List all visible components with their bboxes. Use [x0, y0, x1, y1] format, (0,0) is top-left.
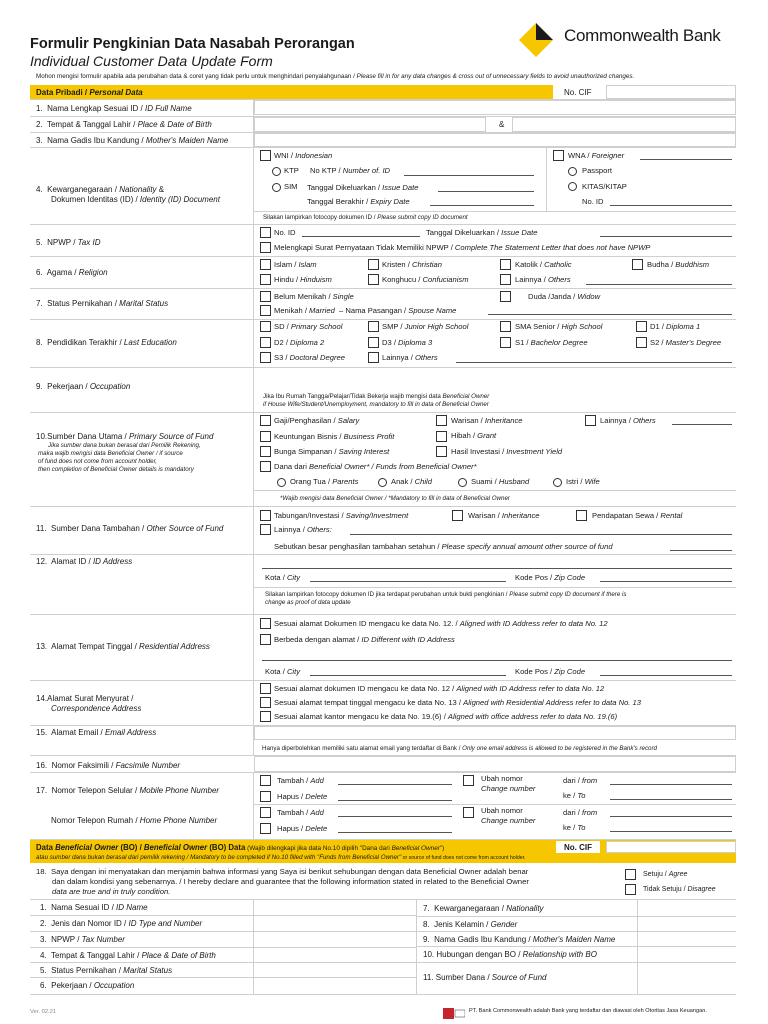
sim-label: SIM [284, 182, 298, 191]
other-savings-label: Tabungan/Investasi / Saving/Investment [274, 511, 409, 520]
row9-label: 9. Pekerjaan / Occupation [36, 382, 131, 391]
id-copy-note: Silakan lampirkan fotocopy dokumen ID / Please submit copy ID document [263, 214, 468, 221]
personal-data-title: Data Pribadi / Personal Data [36, 88, 143, 97]
mobile-delete-checkbox[interactable] [260, 791, 271, 802]
edu-d2-label: D2 / Diploma 2 [274, 338, 325, 347]
religion-hindu-checkbox[interactable] [260, 274, 271, 285]
id-address-note-2: change as proof of data update [265, 599, 351, 606]
fund-grant-checkbox[interactable] [436, 431, 447, 442]
edu-s3-checkbox[interactable] [260, 352, 271, 363]
row10-label: 10.Sumber Dana Utama / Primary Source of Fund [36, 432, 214, 441]
wna-checkbox[interactable] [553, 150, 564, 161]
no-npwp-checkbox[interactable] [260, 242, 271, 253]
res-zip-label: Kode Pos / Zip Code [515, 667, 586, 676]
religion-confucianism-checkbox[interactable] [368, 274, 379, 285]
row14-label: 14.Alamat Surat Menyurat / [36, 694, 134, 703]
cif-label: No. CIF [564, 88, 592, 97]
fund-bo-label: Dana dari Beneficial Owner* / Funds from Beneficial Owner* [274, 462, 477, 471]
legal-text: PT. Bank Commonwealth adalah Bank yang terdaftar dan diawasi oleh Otoritas Jasa Keuangan. [469, 1008, 707, 1014]
edu-smp-checkbox[interactable] [368, 321, 379, 332]
row14-label-2: Correspondence Address [51, 704, 142, 713]
occupation-note-1: Jika Ibu Rumah Tangga/Pelajar/Tidak Bekerja wajib mengisi data Beneficial Owner [263, 393, 490, 400]
row2-label: 2. Tempat & Tanggal Lahir / Place & Date of Birth [36, 120, 212, 129]
mobile-add-checkbox[interactable] [260, 775, 271, 786]
bo-right-row7: 7. Kewarganegaraan / Nationality [423, 904, 544, 913]
bo-child-radio[interactable] [378, 478, 387, 487]
email-note: Hanya diperbolehkan memiliki satu alamat email yang terdaftar di Bank / Only one email address is allowed to be registered in the Bank's record [262, 745, 657, 752]
row5-label: 5. NPWP / Tax ID [36, 238, 101, 247]
bo-child-label: Anak / Child [391, 477, 432, 486]
bo-cif-label: No. CIF [564, 843, 592, 852]
row16-label: 16. Nomor Faksimili / Facsimile Number [36, 761, 181, 770]
bo-right-row11: 11. Sumber Dana / Source of Fund [423, 973, 547, 982]
mother-maiden-name-input[interactable] [254, 133, 736, 147]
bank-logo [518, 22, 554, 58]
corr-res-label: Sesuai alamat tempat tinggal mengacu ke data No. 13 / Aligned with Residential Address refer to data No. 13 [274, 698, 641, 707]
single-checkbox[interactable] [260, 291, 271, 302]
religion-confucianism-label: Konghucu / Confucianism [382, 275, 469, 284]
fund-grant-label: Hibah / Grant [451, 431, 497, 440]
bo-disagree-label: Tidak Setuju / Disagree [643, 886, 716, 893]
edu-others-label: Lainnya / Others [382, 353, 438, 362]
fund-bo-checkbox[interactable] [260, 461, 271, 472]
home-add-label: Tambah / Add [277, 808, 324, 817]
religion-islam-label: Islam / Islam [274, 260, 317, 269]
bo-disagree-checkbox[interactable] [625, 884, 636, 895]
married-checkbox[interactable] [260, 305, 271, 316]
edu-sd-label: SD / Primary School [274, 322, 343, 331]
bo-agree-checkbox[interactable] [625, 869, 636, 880]
corr-office-label: Sesuai alamat kantor mengacu ke data No. 19.(6) / Aligned with office address refer to data No. 19.(6) [274, 712, 618, 721]
row4-label: 4. Kewarganegaraan / Nationality & [36, 185, 165, 194]
other-inheritance-label: Warisan / Inheritance [468, 511, 540, 520]
edu-d2-checkbox[interactable] [260, 337, 271, 348]
row3-label: 3. Nama Gadis Ibu Kandung / Mother's Maiden Name [36, 136, 229, 145]
edu-d1-checkbox[interactable] [636, 321, 647, 332]
ktp-label: KTP [284, 166, 299, 175]
res-same-checkbox[interactable] [260, 618, 271, 629]
ojk-logo [443, 1006, 465, 1017]
amp-label: & [499, 120, 505, 129]
fund-inheritance-checkbox[interactable] [436, 415, 447, 426]
wna-label: WNA / Foreigner [568, 151, 625, 160]
edu-sma-label: SMA Senior / High School [515, 322, 603, 331]
ojk-logo-icon [443, 1008, 465, 1019]
birth-date-input[interactable] [512, 117, 736, 132]
edu-s2-checkbox[interactable] [636, 337, 647, 348]
version-text: Ver. 02.21 [30, 1009, 57, 1015]
home-change-label-en: Change number [481, 816, 536, 825]
form-title: Formulir Pengkinian Data Nasabah Perorangan [30, 36, 355, 52]
other-others-label: Lainnya / Others: [274, 525, 332, 534]
res-diff-label: Berbeda dengan alamat / ID Different with ID Address [274, 635, 455, 644]
row11-label: 11. Sumber Dana Tambahan / Other Source of Fund [36, 524, 224, 533]
edu-sma-checkbox[interactable] [500, 321, 511, 332]
bo-right-row8: 8. Jenis Kelamin / Gender [423, 920, 518, 929]
bo-mandatory-note: *Wajib mengisi data Beneficial Owner / *Mandatory to fill in data of Beneficial Owner [280, 495, 510, 502]
mobile-change-checkbox[interactable] [463, 775, 474, 786]
row17-label: 17. Nomor Telepon Selular / Mobile Phone Number [36, 786, 220, 795]
bo-cif-input[interactable] [606, 841, 736, 853]
mobile-change-label-en: Change number [481, 784, 536, 793]
bo-agree-label: Setuju / Agree [643, 871, 688, 878]
married-label: Menikah / Married – Nama Pasangan / Spouse Name [274, 306, 457, 315]
religion-islam-checkbox[interactable] [260, 259, 271, 270]
edu-sd-checkbox[interactable] [260, 321, 271, 332]
bo-left-row2: 2. Jenis dan Nomor ID / ID Type and Number [40, 919, 203, 928]
fund-others-checkbox[interactable] [585, 415, 596, 426]
mobile-add-label: Tambah / Add [277, 776, 324, 785]
sim-radio[interactable] [272, 183, 281, 192]
fund-salary-label: Gaji/Penghasilan / Salary [274, 416, 360, 425]
religion-others-checkbox[interactable] [500, 274, 511, 285]
wni-checkbox[interactable] [260, 150, 271, 161]
edu-s1-label: S1 / Bachelor Degree [515, 338, 588, 347]
corr-id-label: Sesuai alamat dokumen ID mengacu ke data No. 12 / Aligned with ID Address refer to data No. 12 [274, 684, 605, 693]
issue-date-label: Tanggal Dikeluarkan / Issue Date [307, 183, 419, 192]
mobile-from-label: dari / from [563, 776, 598, 785]
bo-parents-radio[interactable] [277, 478, 286, 487]
edu-d1-label: D1 / Diploma 1 [650, 322, 701, 331]
fund-interest-label: Bunga Simpanan / Saving Interest [274, 447, 390, 456]
diamond-logo-icon [518, 22, 554, 58]
row6-label: 6. Agama / Religion [36, 268, 108, 277]
bo-wife-label: Istri / Wife [566, 477, 600, 486]
res-city-label: Kota / City [265, 667, 301, 676]
bo-parents-label: Orang Tua / Parents [290, 477, 359, 486]
id-address-note-1: Silakan lampirkan fotocopy dokumen ID jika terdapat perubahan untuk bukti pengkinian / Please submit copy ID document if there is [265, 591, 627, 598]
res-same-label: Sesuai alamat Dokumen ID mengacu ke data No. 12. / Aligned with ID Address refer to data No. 12 [274, 619, 608, 628]
row7-label: 7. Status Pernikahan / Marital Status [36, 299, 169, 308]
fund-business-checkbox[interactable] [260, 431, 271, 442]
row13-label: 13. Alamat Tempat Tinggal / Residential Address [36, 642, 210, 651]
form-subtitle: Individual Customer Data Update Form [30, 53, 273, 69]
home-change-label: Ubah nomor [481, 806, 523, 815]
corr-res-checkbox[interactable] [260, 697, 271, 708]
row10-sub3: of fund does not come from account holder, [38, 458, 158, 465]
no-ktp-label: No KTP / Number of. ID [310, 166, 391, 175]
fund-business-label: Keuntungan Bisnis / Business Profit [274, 432, 395, 441]
other-rental-checkbox[interactable] [576, 510, 587, 521]
row10-sub4: then completion of Beneficial Owner details is mandatory [38, 466, 194, 473]
fund-investment-label: Hasil Investasi / Investment Yield [451, 447, 563, 456]
edu-smp-label: SMP / Junior High School [382, 322, 469, 331]
no-id-label: No. ID [582, 197, 604, 206]
passport-label: Passport [582, 166, 612, 175]
home-phone-label: Nomor Telepon Rumah / Home Phone Number [51, 816, 218, 825]
religion-christian-label: Kristen / Christian [382, 260, 442, 269]
birth-place-input[interactable] [254, 117, 486, 132]
no-npwp-label: Melengkapi Surat Pernyataan Tidak Memiliki NPWP / Complete The Statement Letter that does not have NPWP [274, 243, 651, 252]
bank-name: Commonwealth Bank [564, 26, 721, 45]
mobile-change-label: Ubah nomor [481, 774, 523, 783]
row1-label: 1. Nama Lengkap Sesuai ID / ID Full Name [36, 104, 192, 113]
fund-salary-checkbox[interactable] [260, 415, 271, 426]
instruction-text: Mohon mengisi formulir apabila ada perubahan data & coret yang tidak perlu untuk menghindari penyalahgunaan / Please fill in for any data changes & cross out of unnecessary fields to avoid unauthorized changes. [36, 73, 635, 80]
widow-checkbox[interactable] [500, 291, 511, 302]
fund-others-label: Lainnya / Others [600, 416, 656, 425]
bo-left-row4: 4. Tempat & Tanggal Lahir / Place & Date of Birth [40, 951, 216, 960]
home-delete-label: Hapus / Delete [277, 824, 328, 833]
home-from-label: dari / from [563, 808, 598, 817]
edu-s3-label: S3 / Doctoral Degree [274, 353, 345, 362]
bo-right-row9: 9. Nama Gadis Ibu Kandung / Mother's Maiden Name [423, 935, 616, 944]
email-input[interactable] [254, 726, 736, 740]
npwp-checkbox[interactable] [260, 227, 271, 238]
religion-christian-checkbox[interactable] [368, 259, 379, 270]
bo-left-row6: 6. Pekerjaan / Occupation [40, 981, 135, 990]
bo-left-row1: 1. Nama Sesuai ID / ID Name [40, 903, 148, 912]
bo-wife-radio[interactable] [553, 478, 562, 487]
id-city-label: Kota / City [265, 573, 301, 582]
passport-radio[interactable] [568, 167, 577, 176]
expiry-date-label: Tanggal Berakhir / Expiry Date [307, 197, 410, 206]
religion-buddhism-checkbox[interactable] [632, 259, 643, 270]
fax-input[interactable] [254, 756, 736, 772]
home-add-checkbox[interactable] [260, 807, 271, 818]
edu-d3-label: D3 / Diploma 3 [382, 338, 433, 347]
kitas-label: KITAS/KITAP [582, 182, 627, 191]
bo-right-row10: 10. Hubungan dengan BO / Relationship with BO [423, 950, 597, 959]
other-inheritance-checkbox[interactable] [452, 510, 463, 521]
cif-input[interactable] [606, 85, 736, 99]
fund-interest-checkbox[interactable] [260, 446, 271, 457]
res-diff-checkbox[interactable] [260, 634, 271, 645]
religion-catholic-checkbox[interactable] [500, 259, 511, 270]
bo-section-title: Data Beneficial Owner (BO) / Beneficial Owner (BO) Data (Wajib dilengkapi jika data No.10 dipilih "Dana dari Beneficial Owner") [36, 843, 445, 852]
fund-investment-checkbox[interactable] [436, 446, 447, 457]
other-others-checkbox[interactable] [260, 524, 271, 535]
row10-sub2: maka wajib mengisi data Beneficial Owner / if source [38, 450, 183, 457]
row10-sub1: Jika sumber dana bukan berasal dari Pemilik Rekening, [48, 442, 201, 449]
home-delete-checkbox[interactable] [260, 823, 271, 834]
bo-declaration: 18. Saya dengan ini menyatakan dan menjamin bahwa informasi yang Saya isi berikut sehubungan dengan data Beneficial Owner adalah benar dan dalam kondisi yang sebenarnya. / I hereby declare and guarantee that the following information stated in related to the Beneficial Owner data are true and in truly condition. [36, 867, 529, 897]
religion-buddhism-label: Budha / Buddhism [647, 260, 710, 269]
row12-label: 12. Alamat ID / ID Address [36, 557, 133, 566]
edu-s1-checkbox[interactable] [500, 337, 511, 348]
full-name-input[interactable] [254, 100, 736, 115]
home-change-checkbox[interactable] [463, 807, 474, 818]
widow-label: Duda /Janda / Widow [528, 292, 601, 301]
npwp-issue-label: Tanggal Dikeluarkan / Issue Date [426, 228, 538, 237]
single-label: Belum Menikah / Single [274, 292, 354, 301]
row8-label: 8. Pendidikan Terakhir / Last Education [36, 338, 177, 347]
home-to-label: ke / To [563, 823, 586, 832]
kitas-radio[interactable] [568, 182, 577, 191]
religion-catholic-label: Katolik / Catholic [515, 260, 572, 269]
bo-section-note: atau sumber dana bukan berasal dari pemilik rekening / Mandatory to be completed if No.10 filled with "Funds from Beneficial Owner" or source of fund does not come from account holder. [36, 854, 526, 861]
mobile-to-label: ke / To [563, 791, 586, 800]
bo-left-row5: 5. Status Pernikahan / Marital Status [40, 966, 173, 975]
row15-label: 15. Alamat Email / Email Address [36, 728, 157, 737]
other-savings-checkbox[interactable] [260, 510, 271, 521]
ktp-radio[interactable] [272, 167, 281, 176]
mobile-delete-label: Hapus / Delete [277, 792, 328, 801]
row4-label-2: Dokumen Identitas (ID) / Identity (ID) Document [51, 195, 220, 204]
fund-inheritance-label: Warisan / Inheritance [451, 416, 523, 425]
edu-others-checkbox[interactable] [368, 352, 379, 363]
edu-d3-checkbox[interactable] [368, 337, 379, 348]
occupation-note-2: if House Wife/Student/Unemployment, mandatory to fill in data of Beneficial Owner [263, 401, 489, 408]
edu-s2-label: S2 / Master's Degree [650, 338, 722, 347]
corr-office-checkbox[interactable] [260, 711, 271, 722]
other-rental-label: Pendapatan Sewa / Rental [592, 511, 683, 520]
corr-id-checkbox[interactable] [260, 683, 271, 694]
bo-left-row3: 3. NPWP / Tax Number [40, 935, 125, 944]
religion-others-label: Lainnya / Others [515, 275, 571, 284]
religion-hindu-label: Hindu / Hinduism [274, 275, 332, 284]
bo-husband-radio[interactable] [458, 478, 467, 487]
npwp-no-id-label: No. ID [274, 228, 296, 237]
bo-husband-label: Suami / Husband [471, 477, 530, 486]
id-zip-label: Kode Pos / Zip Code [515, 573, 586, 582]
wni-label: WNI / Indonesian [274, 151, 333, 160]
annual-amount-label: Sebutkan besar penghasilan tambahan setahun / Please specify annual amount other source of fund [274, 542, 613, 551]
